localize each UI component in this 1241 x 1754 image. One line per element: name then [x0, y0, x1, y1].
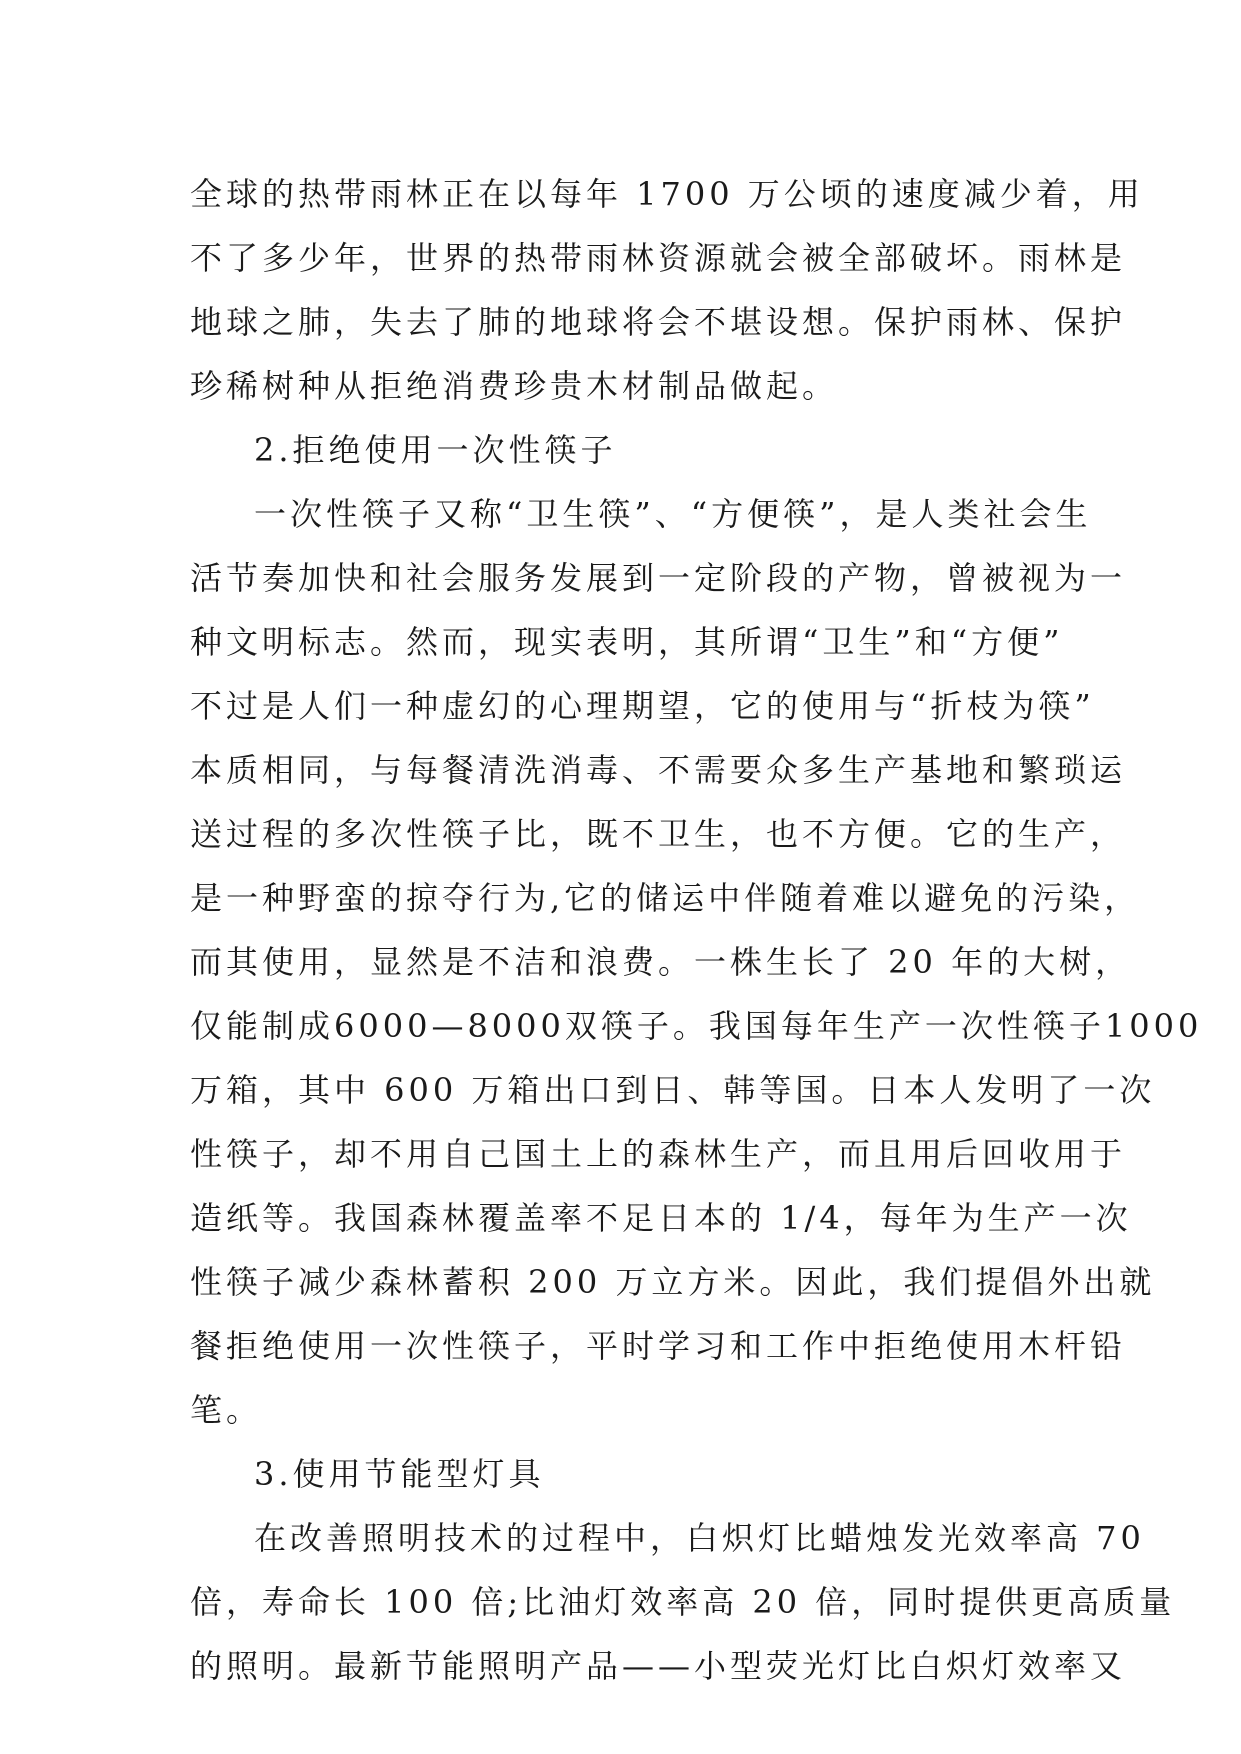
text-line: 种文明标志。然而，现实表明，其所谓“卫生”和“方便” [190, 623, 1064, 661]
text-line: 性筷子，却不用自己国土上的森林生产，而且用后回收用于 [190, 1135, 1127, 1173]
text-line: 在改善照明技术的过程中，白炽灯比蜡烛发光效率高 70 [254, 1519, 1145, 1557]
text-line: 笔。 [190, 1391, 263, 1429]
text-line: 餐拒绝使用一次性筷子，平时学习和工作中拒绝使用木杆铅 [190, 1327, 1127, 1365]
text-line: 不过是人们一种虚幻的心理期望，它的使用与“折枝为筷” [190, 687, 1095, 725]
text-line: 2.拒绝使用一次性筷子 [254, 431, 617, 469]
text-line: 地球之肺，失去了肺的地球将会不堪设想。保护雨林、保护 [190, 303, 1127, 341]
text-line: 全球的热带雨林正在以每年 1700 万公顷的速度减少着，用 [190, 175, 1144, 213]
text-line: 的照明。最新节能照明产品——小型荧光灯比白炽灯效率又 [190, 1647, 1127, 1685]
text-line: 而其使用，显然是不洁和浪费。一株生长了 20 年的大树， [190, 943, 1132, 981]
text-line: 一次性筷子又称“卫生筷”、“方便筷”，是人类社会生 [254, 495, 1092, 533]
text-line: 万箱，其中 600 万箱出口到日、韩等国。日本人发明了一次 [190, 1071, 1156, 1109]
text-line: 本质相同，与每餐清洗消毒、不需要众多生产基地和繁琐运 [190, 751, 1127, 789]
text-line: 仅能制成6000—8000双筷子。我国每年生产一次性筷子1000 [190, 1007, 1203, 1045]
text-line: 不了多少年，世界的热带雨林资源就会被全部破坏。雨林是 [190, 239, 1127, 277]
text-line: 倍，寿命长 100 倍;比油灯效率高 20 倍，同时提供更高质量 [190, 1583, 1176, 1621]
document-body [190, 162, 1203, 1698]
text-line: 造纸等。我国森林覆盖率不足日本的 1/4，每年为生产一次 [190, 1199, 1132, 1237]
text-line: 3.使用节能型灯具 [254, 1455, 545, 1493]
text-line: 是一种野蛮的掠夺行为,它的储运中伴随着难以避免的污染， [190, 879, 1141, 917]
text-line: 活节奏加快和社会服务发展到一定阶段的产物，曾被视为一 [190, 559, 1127, 597]
text-line: 珍稀树种从拒绝消费珍贵木材制品做起。 [190, 367, 839, 405]
text-line: 性筷子减少森林蓄积 200 万立方米。因此，我们提倡外出就 [190, 1263, 1156, 1301]
text-line: 送过程的多次性筷子比，既不卫生，也不方便。它的生产， [190, 815, 1127, 853]
